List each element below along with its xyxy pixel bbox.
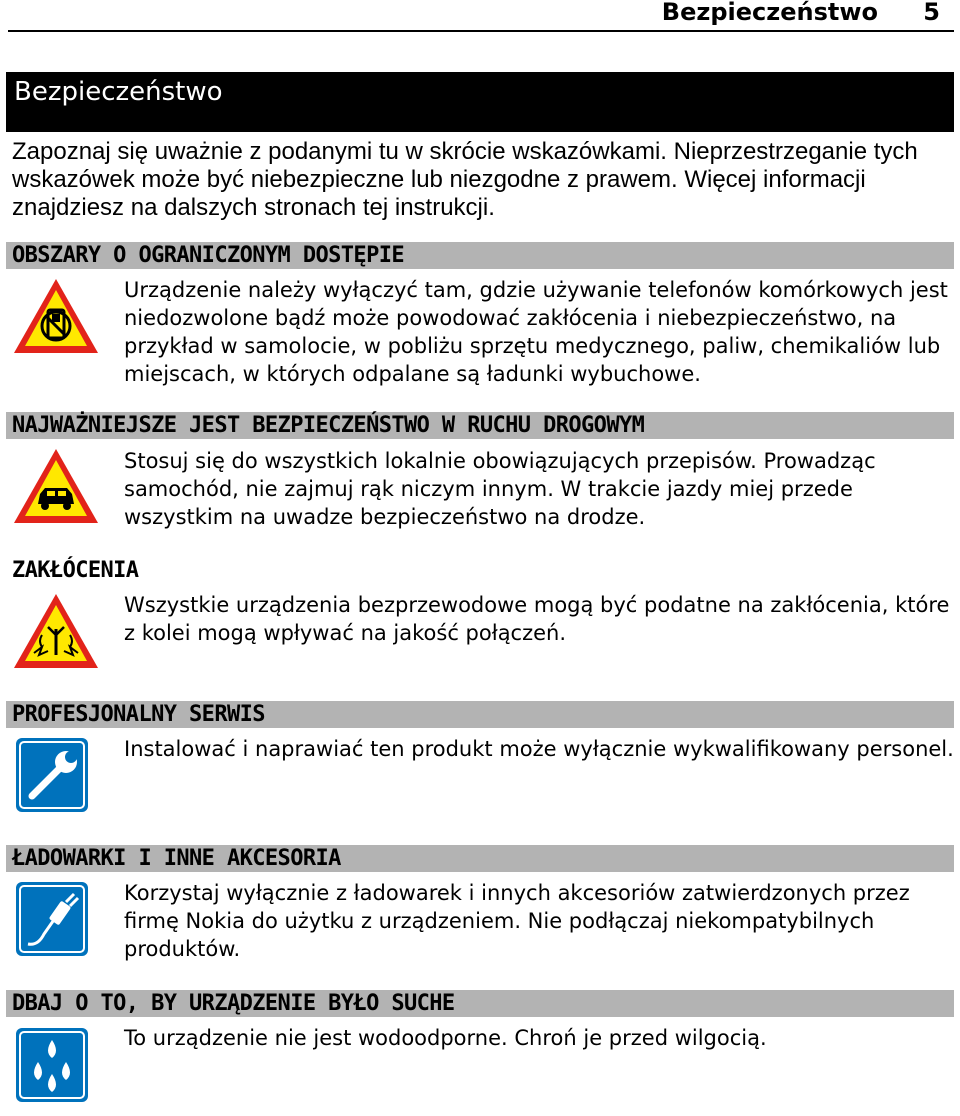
page-header [8,0,954,32]
chapter-title-bar [6,72,954,132]
section-heading: DBAJ O TO, BY URZĄDZENIE BYŁO SUCHE [12,991,455,1016]
no-phone-warning-icon [12,276,100,356]
water-drops-icon [14,1026,90,1104]
section-heading: PROFESJONALNY SERWIS [12,702,265,727]
section-heading-bar [6,701,954,728]
header-title: Bezpieczeństwo [661,0,878,26]
section-text: Korzystaj wyłącznie z ładowarek i innych akcesoriów zatwierdzonych przez firmę Nokia do użytku z urządzeniem. Nie podłączaj niekompatybilnych produktów. [124,881,910,961]
section-heading-bar [6,412,954,439]
section-heading: ŁADOWARKI I INNE AKCESORIA [12,846,341,871]
section-text: Urządzenie należy wyłączyć tam, gdzie używanie telefonów komórkowych jest niedozwolone bądź może powodować zakłócenia i niebezpieczeństwo, na przykład w samolocie, w pobliżu sprzętu medycznego, paliw, chemikaliów lub miejscach, w których odpalane są ładunki wybuchowe. [124,278,948,386]
section-heading-bar [6,845,954,872]
section-text: Instalować i naprawiać ten produkt może wyłącznie wykwalifikowany personel. [124,737,954,761]
charger-plug-icon [14,880,90,958]
section-heading-bar [6,242,954,269]
section-heading: ZAKŁÓCENIA [12,558,139,583]
section-text: To urządzenie nie jest wodoodporne. Chroń je przed wilgocią. [124,1026,767,1050]
section-heading-bar [6,990,954,1017]
section-text: Stosuj się do wszystkich lokalnie obowiązujących przepisów. Prowadząc samochód, nie zajmuj rąk niczym innym. W trakcie jazdy miej przede wszystkim na uwadze bezpieczeństwo na drodze. [124,449,876,529]
intro-paragraph: Zapoznaj się uważnie z podanymi tu w skrócie wskazówkami. Nieprzestrzeganie tych wskazówek może być niebezpieczne lub niezgodne z prawem. Więcej informacji znajdziesz na dalszych stronach tej instrukcji. [12,138,918,221]
section-heading: OBSZARY O OGRANICZONYM DOSTĘPIE [12,243,404,268]
section-heading: NAJWAŻNIEJSZE JEST BEZPIECZEŃSTWO W RUCHU DROGOWYM [12,413,645,438]
car-warning-icon [12,446,100,526]
wrench-icon [14,736,90,814]
section-text: Wszystkie urządzenia bezprzewodowe mogą być podatne na zakłócenia, które z kolei mogą wpływać na jakość połączeń. [124,593,950,645]
page-number: 5 [923,0,940,26]
interference-warning-icon [12,591,100,671]
chapter-title: Bezpieczeństwo [14,77,223,107]
section-heading-bar [6,557,954,584]
